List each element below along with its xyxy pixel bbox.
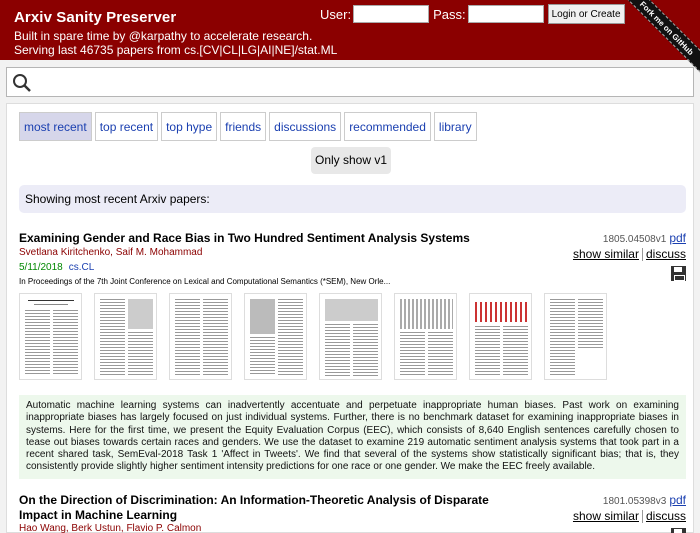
paper-actions	[573, 493, 686, 533]
page-thumbnail	[244, 293, 307, 380]
show-similar-link[interactable]: show similar	[572, 509, 639, 523]
paper-arxiv-id: 1801.05398v3	[602, 496, 667, 507]
save-to-library-icon[interactable]	[671, 528, 686, 533]
paper-entry	[19, 231, 686, 471]
site-subtitle: Built in spare time by @karpathy to accelerate research.	[14, 29, 313, 43]
search-input[interactable]	[37, 71, 687, 93]
site-title[interactable]: Arxiv Sanity Preserver	[14, 9, 177, 26]
discuss-link[interactable]: discuss	[645, 509, 686, 523]
divider	[642, 248, 643, 261]
paper-venue: In Proceedings of the 7th Joint Conference on Lexical and Computational Semantics (*SEM), New Orle...	[19, 277, 391, 286]
tab-bar	[19, 112, 480, 141]
paper-title[interactable]: Examining Gender and Race Bias in Two Hundred Sentiment Analysis Systems	[19, 231, 470, 245]
discuss-link[interactable]: discuss	[645, 247, 686, 261]
paper-thumbnails[interactable]	[19, 293, 607, 380]
page-thumbnail	[94, 293, 157, 380]
page-thumbnail	[169, 293, 232, 380]
tab-library[interactable]: library	[434, 112, 477, 141]
paper-category[interactable]: cs.CL	[68, 262, 95, 273]
tab-discussions[interactable]: discussions	[269, 112, 341, 141]
paper-entry	[19, 493, 686, 533]
search-icon	[12, 73, 32, 93]
main-panel	[6, 103, 694, 533]
page-thumbnail	[394, 293, 457, 380]
site-serving-info: Serving last 46735 papers from cs.[CV|CL|LG|AI|NE]/stat.ML	[14, 43, 338, 57]
page-thumbnail	[469, 293, 532, 380]
fork-on-github-link[interactable]: Fork me on GitHub	[610, 0, 700, 87]
login-button[interactable]: Login or Create	[548, 4, 625, 24]
paper-authors[interactable]: Hao Wang, Berk Ustun, Flavio P. Calmon	[19, 523, 202, 533]
paper-title[interactable]: On the Direction of Discrimination: An Information-Theoretic Analysis of Disparate Impact in Machine Learning	[19, 493, 489, 522]
paper-authors[interactable]: Svetlana Kiritchenko, Saif M. Mohammad	[19, 247, 203, 258]
paper-date-line	[19, 262, 94, 273]
user-label: User:	[320, 6, 352, 22]
page-thumbnail	[319, 293, 382, 380]
tab-recommended[interactable]: recommended	[344, 112, 431, 141]
header-bar	[0, 0, 700, 60]
divider	[642, 510, 643, 523]
info-banner: Showing most recent Arxiv papers:	[19, 185, 686, 213]
only-show-v1-button[interactable]: Only show v1	[311, 147, 391, 174]
tab-top-hype[interactable]: top hype	[161, 112, 217, 141]
pass-label: Pass:	[433, 6, 466, 22]
login-form	[320, 4, 625, 24]
search-bar	[6, 67, 694, 97]
paper-actions	[573, 231, 686, 284]
password-input[interactable]	[468, 5, 544, 23]
tab-friends[interactable]: friends	[220, 112, 266, 141]
page-thumbnail	[19, 293, 82, 380]
page-thumbnail	[544, 293, 607, 380]
paper-abstract: Automatic machine learning systems can inadvertently accentuate and perpetuate inappropriate human biases. Past work on examining inappropriate biases has largely focused on just individual systems. Further, there is no benchmark dataset for examining inappropriate biases in systems. Here for the first time, we present the Equity Evaluation Corpus (EEC), which consists of 8,640 English sentences carefully chosen to tease out biases towards certain races and genders. We use the dataset to examine 219 automatic sentiment analysis systems that took part in a recent shared task, SemEval-2018 Task 1 'Affect in Tweets'. We find that several of the systems show statistically significant bias; that is, they consistently provide slightly higher sentiment intensity predictions for one race or one gender. We make the EEC freely available.	[19, 395, 686, 479]
paper-arxiv-id: 1805.04508v1	[602, 234, 667, 245]
save-to-library-icon[interactable]	[671, 266, 686, 281]
tab-top-recent[interactable]: top recent	[95, 112, 158, 141]
pdf-link[interactable]: pdf	[669, 493, 686, 507]
pdf-link[interactable]: pdf	[669, 231, 686, 245]
paper-date: 5/11/2018	[19, 262, 63, 273]
tab-most-recent[interactable]: most recent	[19, 112, 92, 141]
show-similar-link[interactable]: show similar	[572, 247, 639, 261]
username-input[interactable]	[353, 5, 429, 23]
